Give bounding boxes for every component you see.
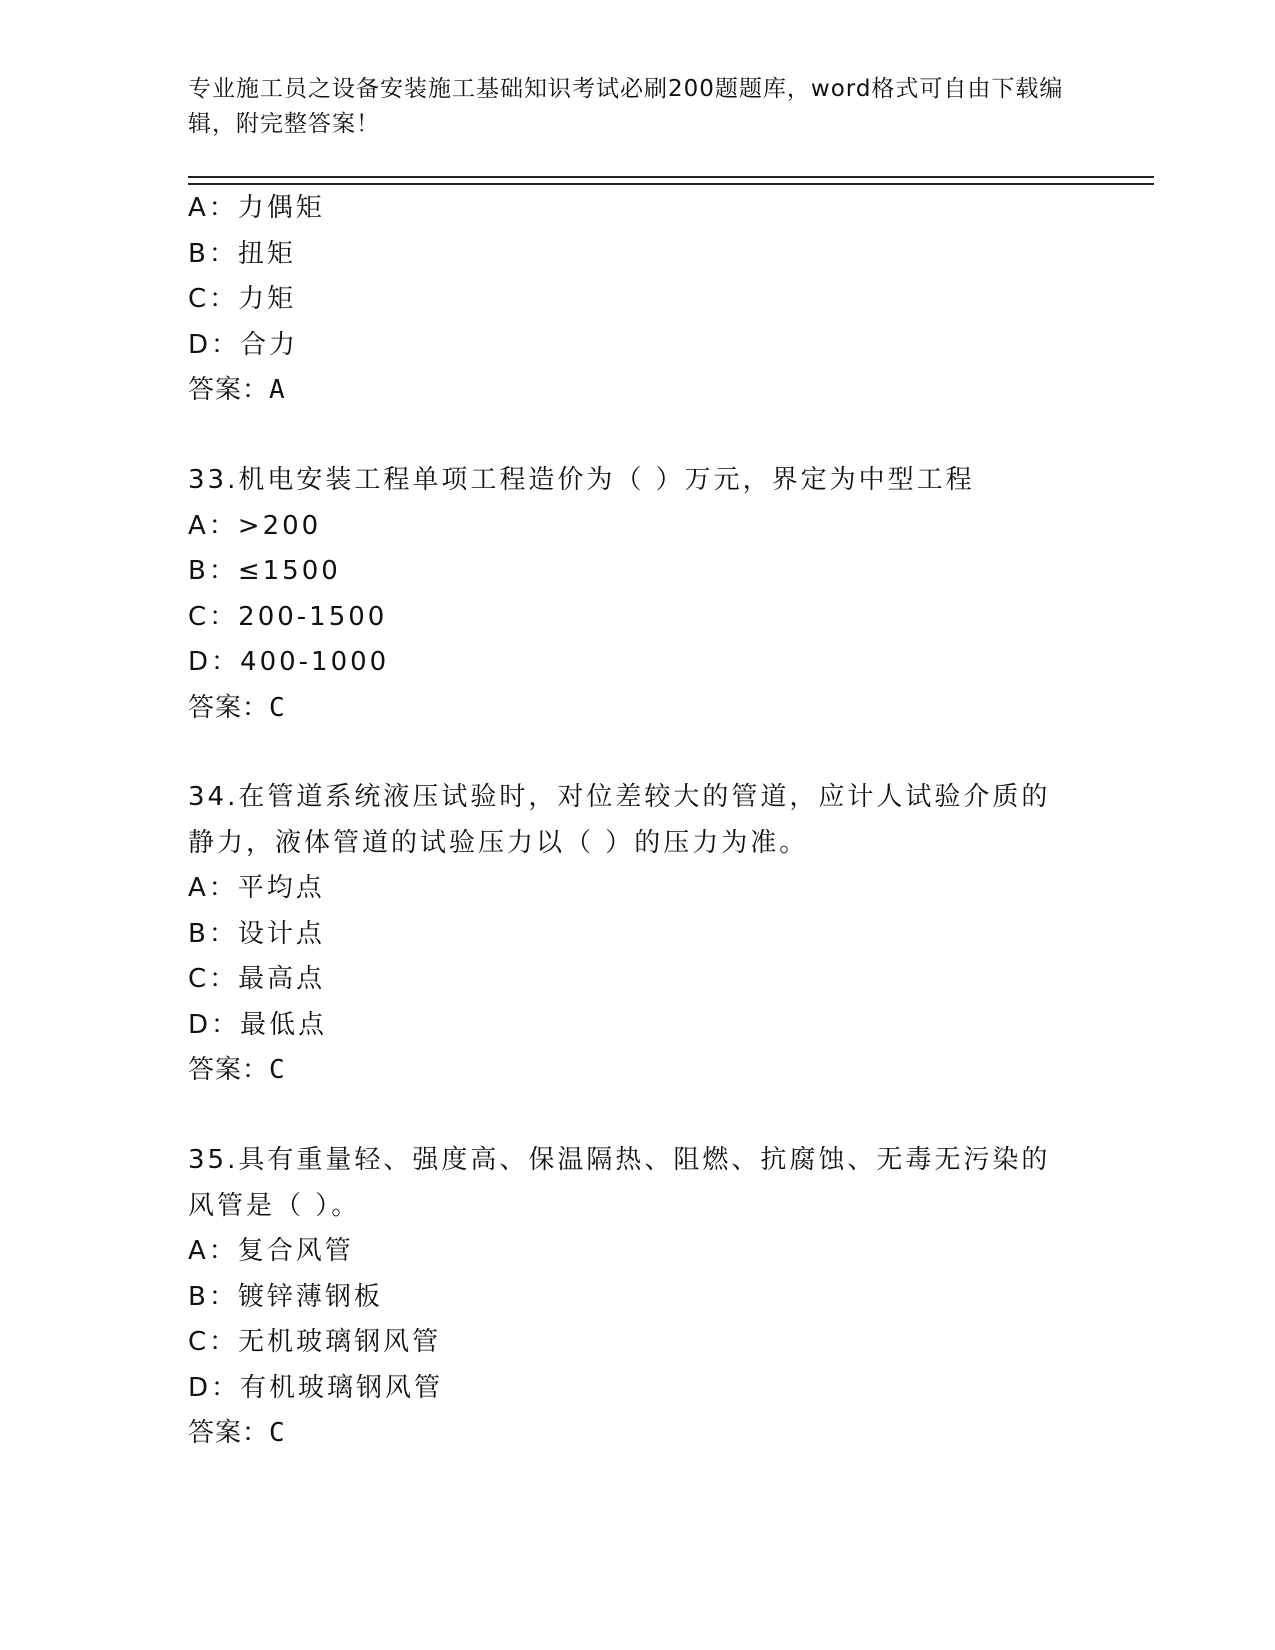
answer-label: 答案：: [188, 1418, 270, 1448]
answer-line: [188, 1048, 1088, 1094]
question-35-block: [188, 1138, 1088, 1457]
answer-line: [188, 368, 1088, 414]
option-c: C：力矩: [188, 284, 297, 314]
option-b: B：≤1500: [188, 556, 341, 586]
question-text: 33.机电安装工程单项工程造价为（ ）万元，界定为中型工程: [188, 465, 975, 495]
document-title: 专业施工员之设备安装施工基础知识考试必刷200题题库，word格式可自由下载编辑，附完整答案！: [188, 76, 1064, 137]
option-a: A：力偶矩: [188, 193, 325, 223]
option-c: C：无机玻璃钢风管: [188, 1327, 442, 1357]
answer-value: C: [269, 1418, 285, 1448]
option-a: A：复合风管: [188, 1236, 354, 1266]
answer-line: [188, 1411, 1088, 1457]
answer-label: 答案：: [188, 1055, 270, 1085]
answer-label: 答案：: [188, 692, 270, 723]
option-b: B：设计点: [188, 918, 325, 949]
question-32-block: [188, 186, 1088, 414]
option-a: A：>200: [188, 510, 322, 541]
option-a: A：平均点: [188, 873, 325, 903]
answer-value: C: [269, 692, 285, 723]
option-d: D：最低点: [188, 1009, 328, 1040]
option-b: B：镀锌薄钢板: [188, 1281, 383, 1312]
question-text: 34.在管道系统液压试验时，对位差较大的管道，应计人试验介质的静力，液体管道的试验压力以（ ）的压力为准。: [188, 782, 1051, 858]
option-c: C：200-1500: [188, 601, 388, 632]
answer-value: C: [269, 1055, 285, 1085]
question-text: 35.具有重量轻、强度高、保温隔热、阻燃、抗腐蚀、无毒无污染的风管是（ ）。: [188, 1145, 1051, 1221]
header-rule-top: [188, 176, 1154, 178]
option-d: D：有机玻璃钢风管: [188, 1372, 444, 1403]
option-d: D：合力: [188, 329, 299, 360]
question-34-block: [188, 775, 1088, 1094]
answer-line: [188, 686, 1088, 732]
header-rule-bottom: [188, 183, 1154, 185]
option-b: B：扭矩: [188, 238, 296, 269]
option-c: C：最高点: [188, 964, 326, 994]
answer-label: 答案：: [188, 375, 270, 405]
question-33-block: [188, 458, 1088, 731]
answer-value: A: [269, 375, 285, 405]
option-d: D：400-1000: [188, 647, 390, 677]
